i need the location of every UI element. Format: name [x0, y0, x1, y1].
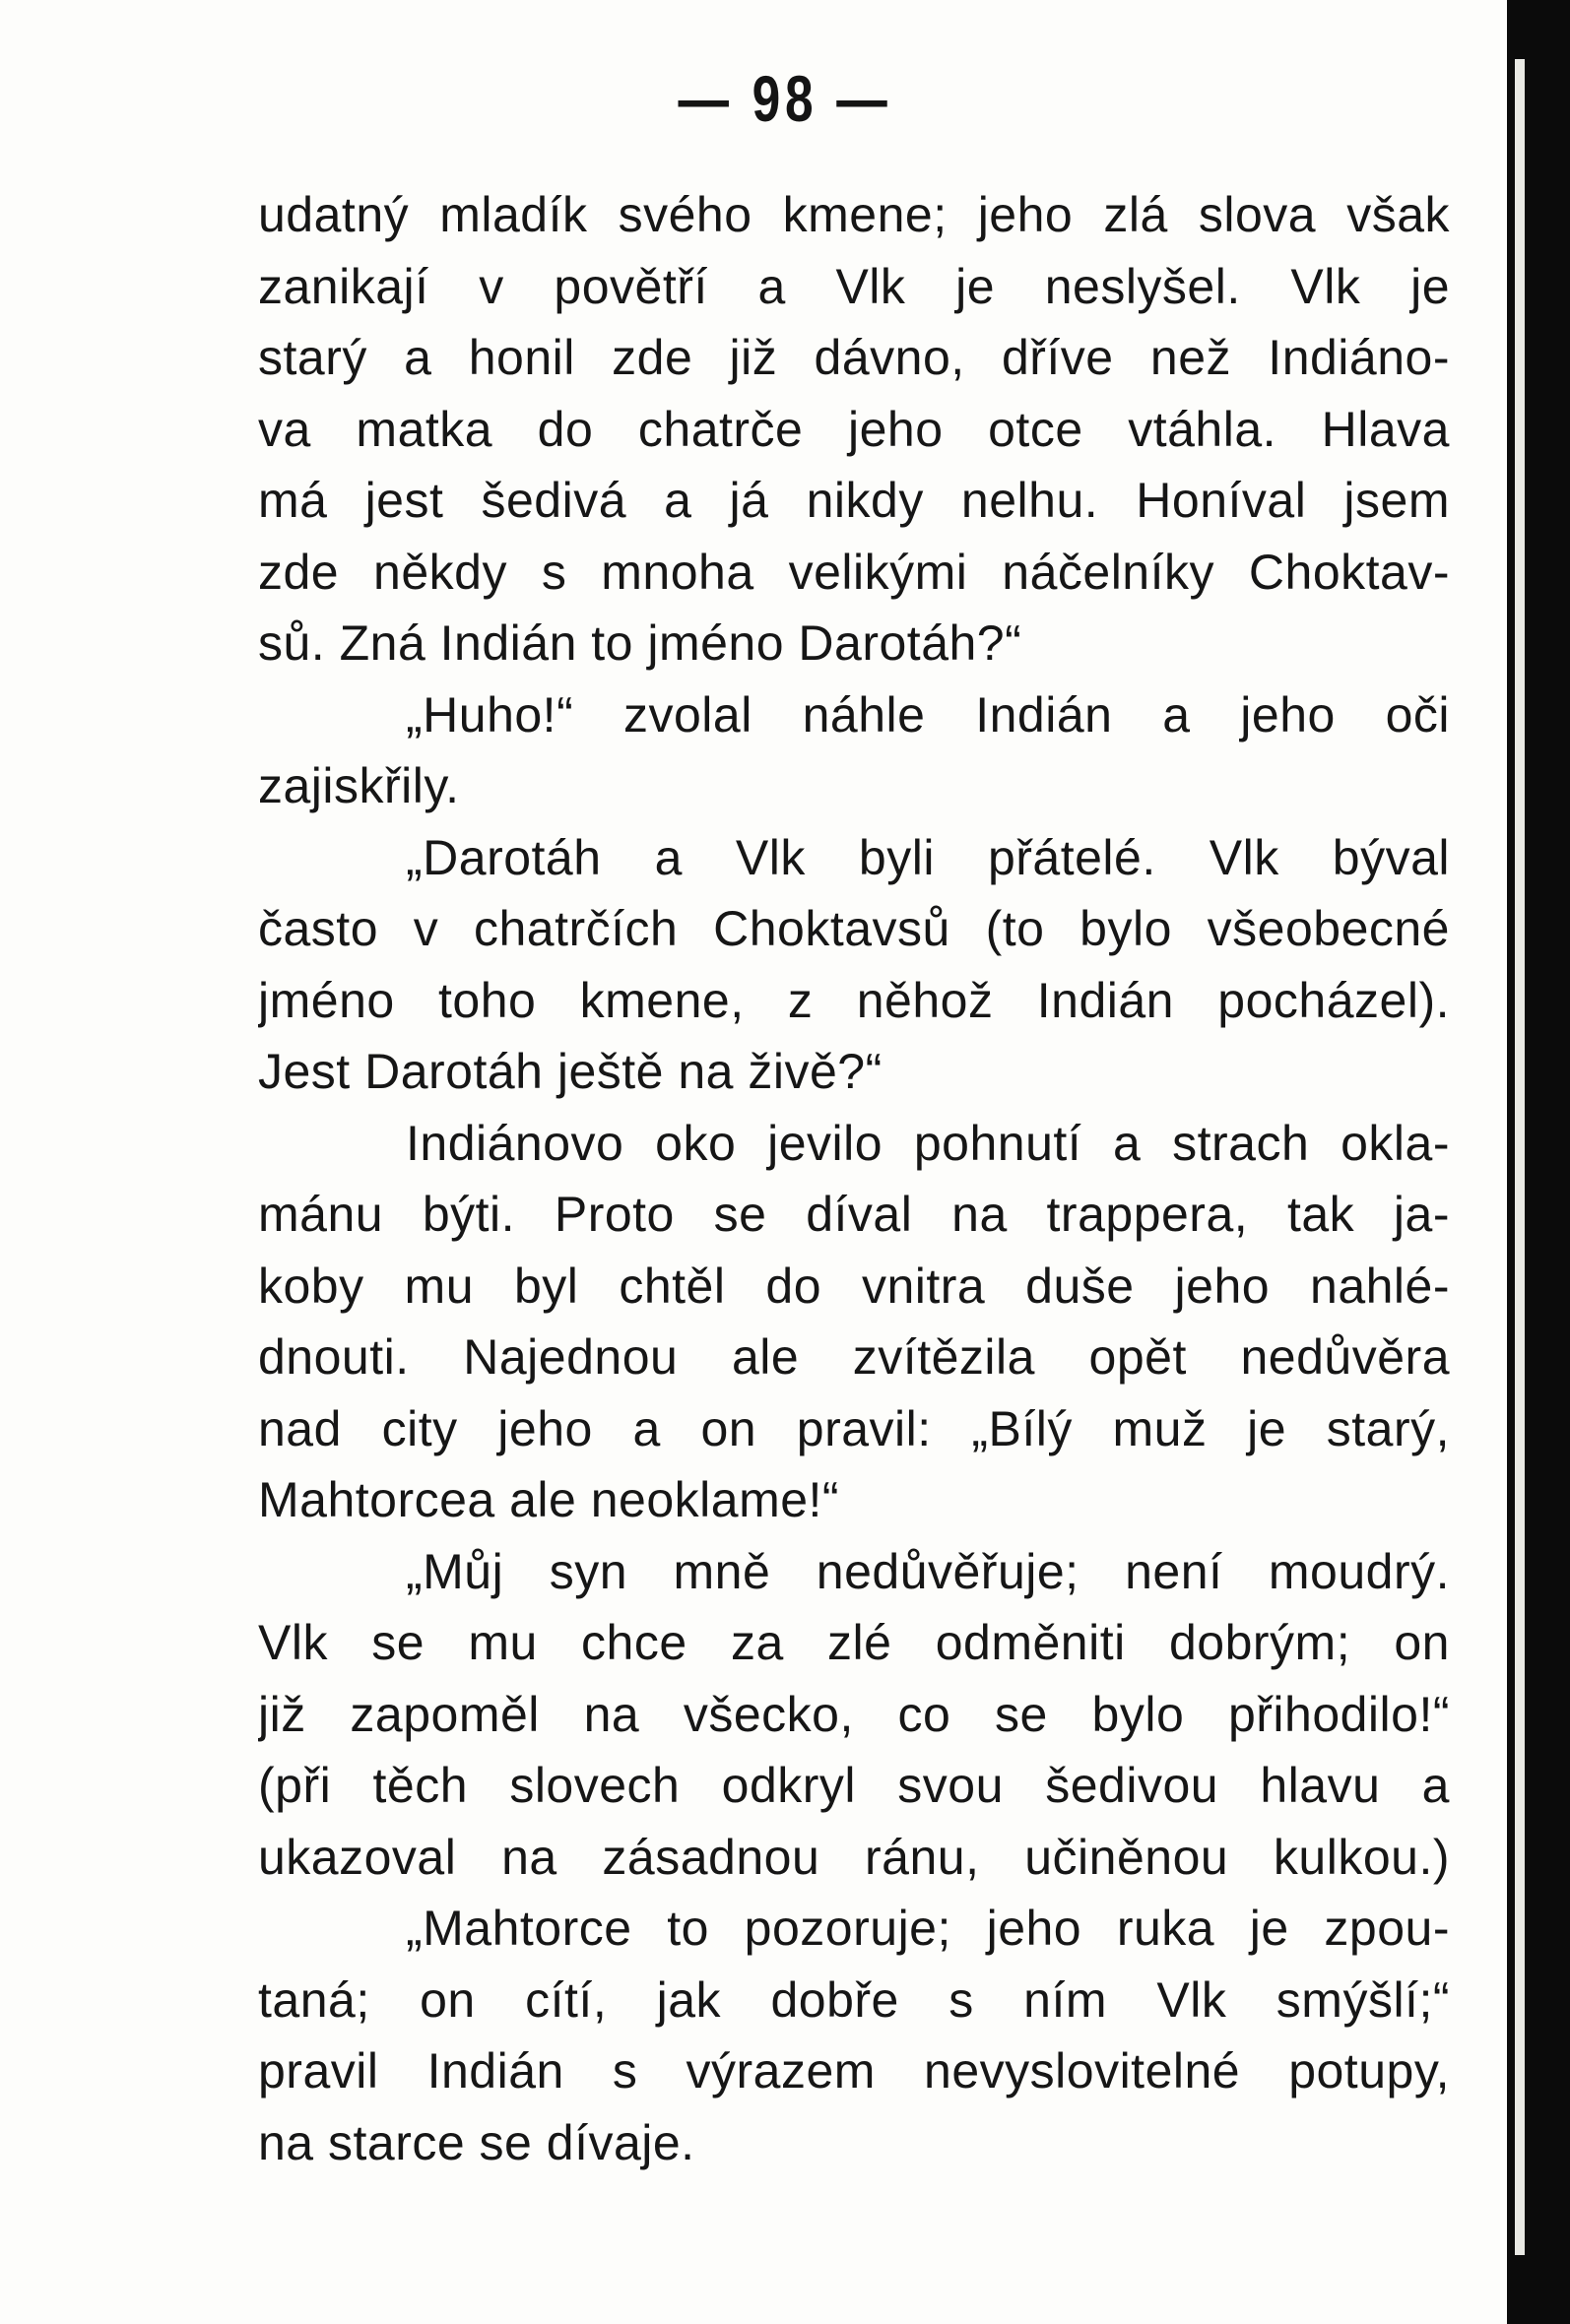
text-line: dnouti. Najednou ale zvítězila opět nedůvěra	[258, 1329, 1450, 1385]
text-line: na starce se dívaje.	[258, 2114, 695, 2170]
text-line: koby mu byl chtěl do vnitra duše jeho nahlé-	[258, 1258, 1450, 1314]
text-line: pravil Indián s výrazem nevyslovitelné potupy,	[258, 2043, 1450, 2098]
text-line: Mahtorcea ale neoklame!“	[258, 1472, 840, 1527]
text-line: jméno toho kmene, z něhož Indián pocházel).	[258, 972, 1450, 1028]
text-line: nad city jeho a on pravil: „Bílý muž je starý,	[258, 1400, 1450, 1456]
text-line: „Huho!“ zvolal náhle Indián a jeho oči	[406, 686, 1450, 742]
text-line: zanikají v povětří a Vlk je neslyšel. Vlk je	[258, 258, 1450, 314]
text-line: taná; on cítí, jak dobře s ním Vlk smýšlí;“	[258, 1971, 1450, 2028]
text-line: (při těch slovech odkryl svou šedivou hlavu a	[258, 1758, 1450, 1813]
text-line: „Můj syn mně nedůvěřuje; není moudrý.	[406, 1543, 1450, 1599]
page-text	[258, 179, 1450, 2178]
text-line: zde někdy s mnoha velikými náčelníky Choktav-	[258, 544, 1450, 600]
page-number: — 98 —	[678, 62, 892, 135]
text-line: Vlk se mu chce za zlé odměniti dobrým; on	[258, 1615, 1450, 1670]
text-line: „Darotáh a Vlk byli přátelé. Vlk býval	[406, 829, 1450, 885]
text-line: mánu býti. Proto se díval na trappera, tak ja-	[258, 1187, 1450, 1242]
text-line: Jest Darotáh ještě na živě?“	[258, 1044, 883, 1099]
text-line: ukazoval na zásadnou ránu, učiněnou kulkou.)	[258, 1829, 1450, 1885]
text-line: udatný mladík svého kmene; jeho zlá slova však	[258, 187, 1450, 242]
text-line: sů. Zná Indián to jméno Darotáh?“	[258, 615, 1022, 671]
text-line: va matka do chatrče jeho otce vtáhla. Hlava	[258, 401, 1450, 457]
page-edge-strip	[1515, 59, 1525, 2255]
text-line: často v chatrčích Choktavsů (to bylo všeobecné	[258, 901, 1450, 956]
text-line: „Mahtorce to pozoruje; jeho ruka je zpou-	[406, 1901, 1450, 1956]
text-line: Indiánovo oko jevilo pohnutí a strach okla-	[406, 1115, 1450, 1171]
text-line: má jest šedivá a já nikdy nelhu. Honíval jsem	[258, 473, 1450, 528]
text-line: již zapoměl na všecko, co se bylo přihodilo!“	[258, 1686, 1450, 1742]
text-line: zajiskřily.	[258, 758, 460, 813]
text-line: starý a honil zde již dávno, dříve než Indiáno-	[258, 330, 1450, 385]
